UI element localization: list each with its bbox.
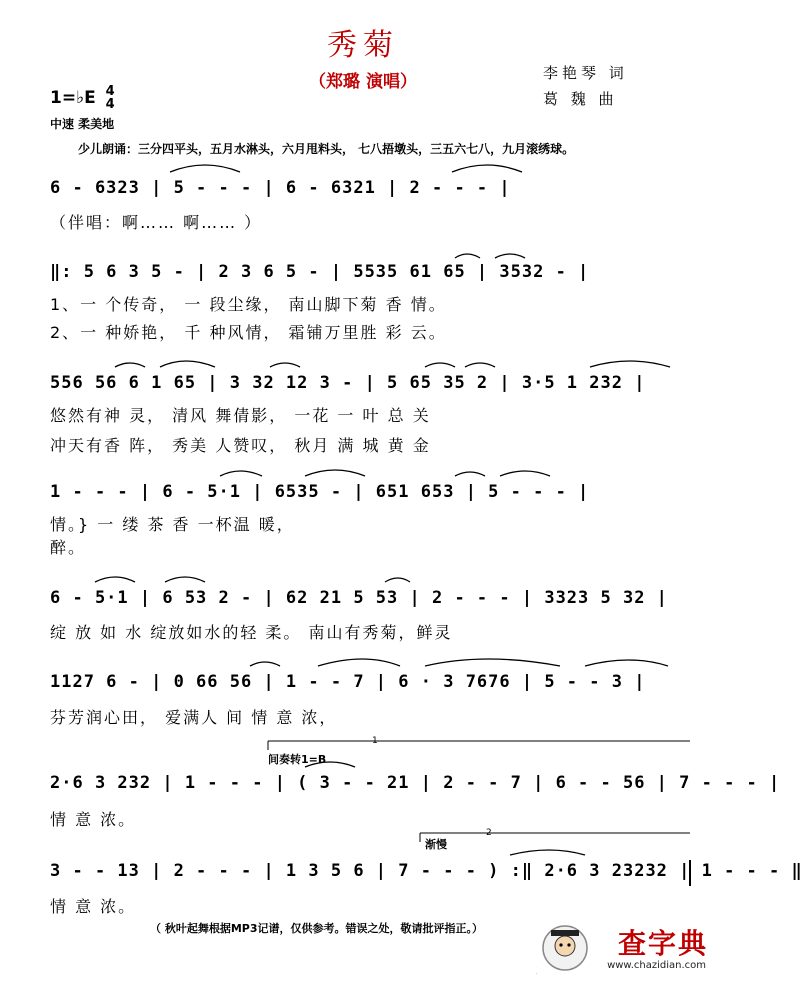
slur [455, 254, 480, 258]
song-title: 秀菊 [327, 28, 399, 63]
slur [510, 850, 585, 855]
score-system-8-notes: 3 - - 13 | 2 - - - | 1 3 5 6 | 7 - - - ) :‖ 2·6 3 23232 | 1 - - - ‖ [50, 861, 803, 881]
logo-wordmark: 查字典 [617, 927, 708, 960]
meter-bottom: 4 [105, 97, 115, 112]
slur [385, 578, 410, 582]
slur [160, 361, 215, 367]
logo-url: www.chazidian.com [607, 960, 706, 971]
slur [455, 472, 485, 476]
score-system-6-lyric: 芬芳润心田， 爱满人 间 情 意 浓， [50, 708, 338, 727]
slur [425, 659, 560, 666]
score-system-7-lyric: 情 意 浓。 [50, 810, 137, 829]
score-system-3-notes: 556 56 6 1 65 | 3 32 12 3 - | 5 65 35 2 | 3·5 1 232 | [50, 373, 646, 393]
score-system-4-notes: 1 - - - | 6 - 5·1 | 6535 - | 651 653 | 5 - - - | [50, 482, 590, 502]
score-system-5-notes: 6 - 5·1 | 6 53 2 - | 62 21 5 53 | 2 - - - | 3323 5 32 | [50, 588, 668, 608]
slur [425, 363, 455, 367]
slur [250, 662, 280, 666]
slur [115, 363, 145, 367]
score-system-4-lyric-verse1: 情。} 一 缕 茶 香 一杯温 暖， [50, 515, 295, 534]
slur [500, 471, 550, 476]
score-system-5-lyric: 绽 放 如 水 绽放如水的轻 柔。 南山有秀菊，鲜灵 [50, 623, 453, 642]
slur [495, 254, 525, 258]
score-system-7-notes: 2·6 3 232 | 1 - - - | ( 3 - - 21 | 2 - - 7 | 6 - - 56 | 7 - - - | [50, 773, 781, 793]
score-system-3-lyric-verse2: 冲天有香 阵， 秀美 人赞叹， 秋月 满 城 黄 金 [50, 436, 431, 455]
score-system-6-notes: 1127 6 - | 0 66 56 | 1 - - 7 | 6 · 3 7676 | 5 - - 3 | [50, 672, 646, 692]
tempo-change-marking: 渐慢 [425, 838, 447, 851]
score-system-2-notes: ‖: 5 6 3 5 - | 2 3 6 5 - | 5535 61 65 | 3532 - | [50, 262, 590, 282]
time-signature [106, 85, 115, 111]
slur [452, 165, 522, 172]
score-system-1-lyric: （伴唱：啊…… 啊…… ） [50, 213, 263, 232]
tempo-marking: 中速 柔美地 [50, 117, 115, 131]
slur [305, 470, 365, 476]
score-system-1-notes: 6 - 6323 | 5 - - - | 6 - 6321 | 2 - - - | [50, 178, 511, 198]
volta-1-label: 1 [372, 736, 378, 746]
lyricist-credit: 李艳琴 词 [543, 64, 628, 82]
slur [585, 660, 668, 666]
song-subtitle: （郑璐 演唱） [309, 72, 417, 92]
key-label: 1=♭E [50, 88, 96, 108]
recitation-text: 少儿朗诵：三分四平头，五月水淋头，六月甩料头， 七八捂墩头，三五六七八，九月滚绣球。 [78, 142, 575, 156]
slur [318, 659, 400, 666]
score-system-2-lyric-verse1: 1、一 个传奇， 一 段尘缘， 南山脚下菊 香 情。 [50, 295, 447, 314]
footer-note: （ 秋叶起舞根据MP3记谱，仅供参考。错误之处，敬请批评指正。） [150, 922, 483, 935]
key-signature [50, 85, 115, 111]
slur [465, 363, 495, 367]
interlude-marking: 间奏转1=B [268, 753, 327, 766]
score-system-2-lyric-verse2: 2、一 种娇艳， 千 种风情， 霜铺万里胜 彩 云。 [50, 323, 447, 342]
slur [95, 577, 135, 582]
slur [590, 361, 670, 367]
score-system-8-lyric: 情 意 浓。 [50, 897, 137, 916]
composer-credit: 葛 魏 曲 [543, 90, 618, 108]
slur [165, 577, 205, 582]
volta-2-label: 2 [486, 828, 492, 838]
score-system-3-lyric-verse1: 悠然有神 灵， 清风 舞倩影， 一花 一 叶 总 关 [50, 406, 431, 425]
slur [170, 165, 240, 172]
score-system-4-lyric-verse2: 醉。 [50, 538, 87, 557]
slur [220, 471, 262, 476]
meter-top: 4 [105, 84, 115, 99]
slur [270, 363, 300, 367]
